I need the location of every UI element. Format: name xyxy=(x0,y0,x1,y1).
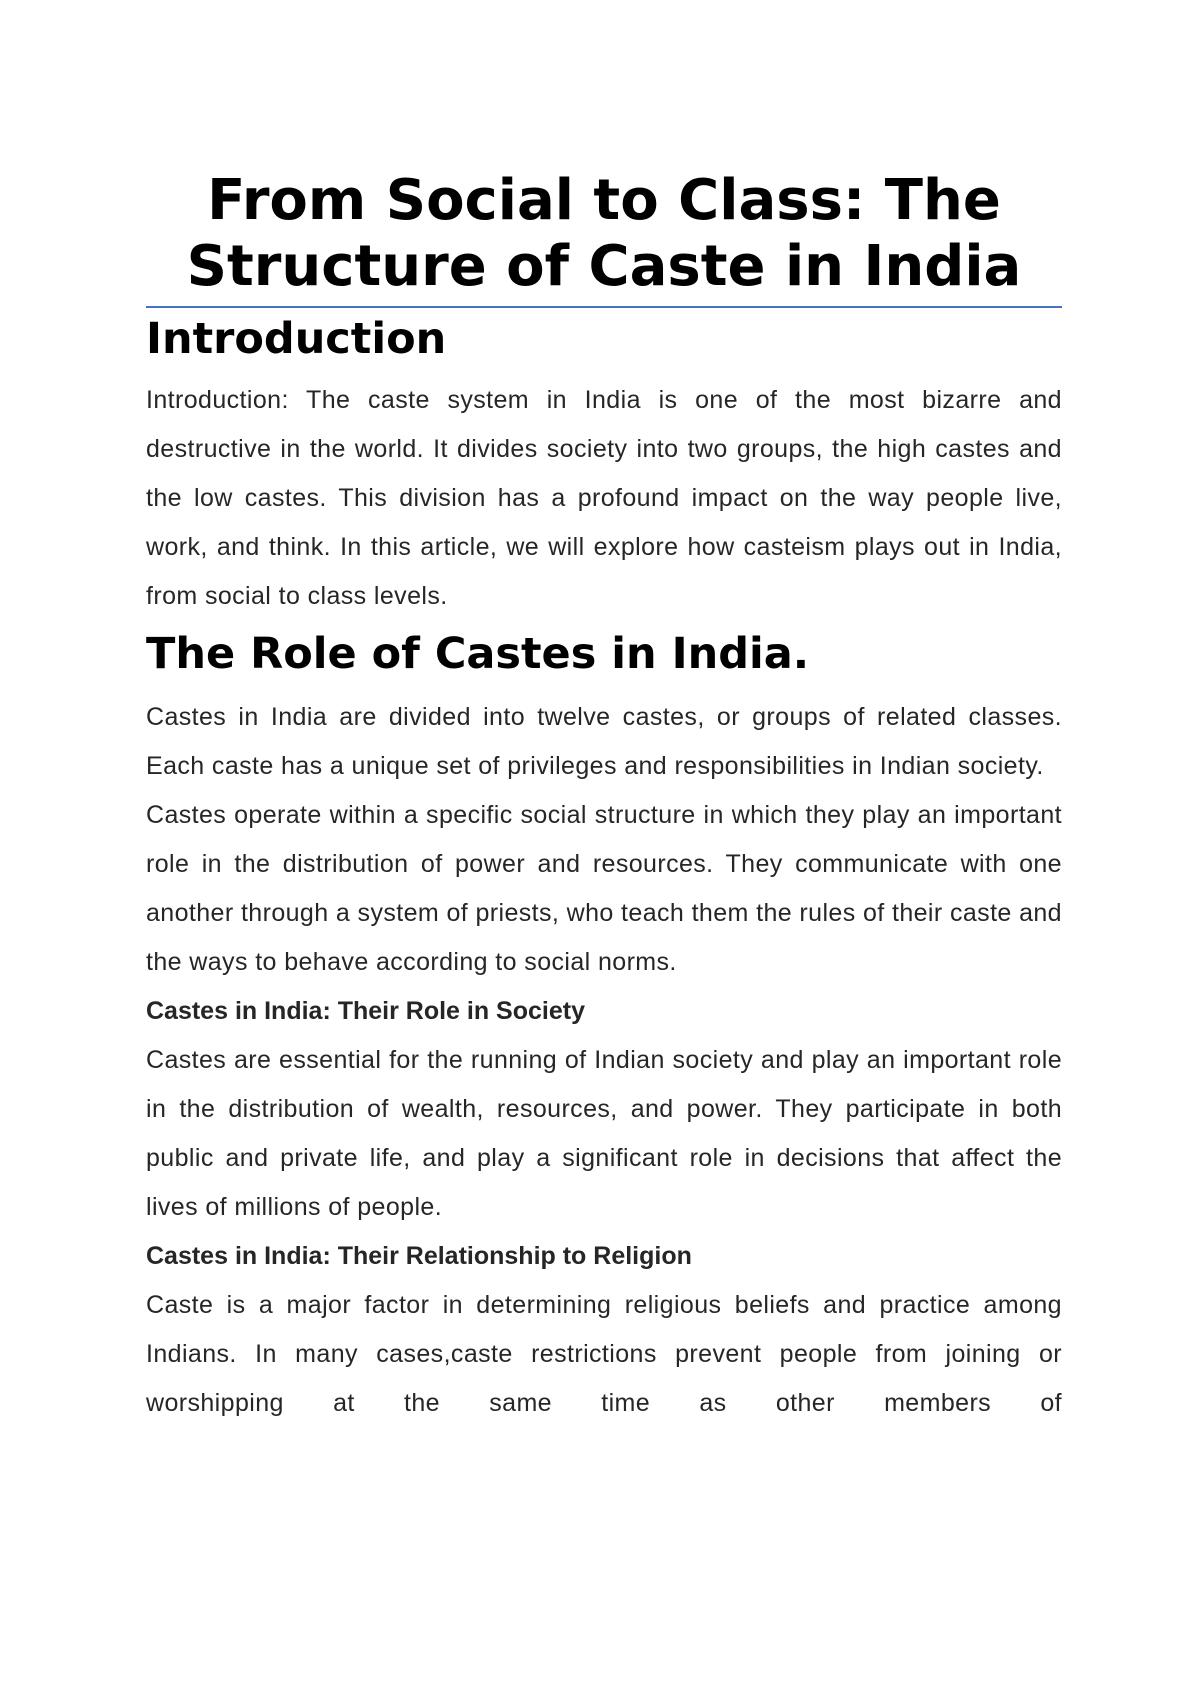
society-subheading: Castes in India: Their Role in Society xyxy=(146,997,585,1025)
document-title: From Social to Class: The Structure of Caste in India xyxy=(146,168,1062,308)
role-paragraph-2: Castes operate within a specific social structure in which they play an important role in the distribution of power and resources. They communicate with one another through a system of priests, who teach them the rules of their caste and the ways to behave according to social norms. xyxy=(146,801,1062,976)
introduction-paragraph: Introduction: The caste system in India is one of the most bizarre and destructive in the world. It divides society into two groups, the high castes and the low castes. This division has a profound impact on the way people live, work, and think. In this article, we will explore how casteism plays out in India, from social to class levels. xyxy=(146,386,1062,610)
role-of-castes-heading: The Role of Castes in India. xyxy=(146,629,810,679)
religion-subheading: Castes in India: Their Relationship to Religion xyxy=(146,1242,692,1270)
document-page xyxy=(146,168,1062,1428)
society-paragraph: Castes are essential for the running of Indian society and play an important role in the distribution of wealth, resources, and power. They participate in both public and private life, and play a significant role in decisions that affect the lives of millions of people. xyxy=(146,1046,1062,1221)
religion-paragraph: Caste is a major factor in determining religious beliefs and practice among Indians. In many cases,caste restrictions prevent people from joining or worshipping at the same time as other members of xyxy=(146,1291,1062,1417)
introduction-heading: Introduction xyxy=(146,314,447,364)
role-paragraph-1: Castes in India are divided into twelve castes, or groups of related classes. Each caste has a unique set of privileges and responsibilities in Indian society. xyxy=(146,703,1062,780)
